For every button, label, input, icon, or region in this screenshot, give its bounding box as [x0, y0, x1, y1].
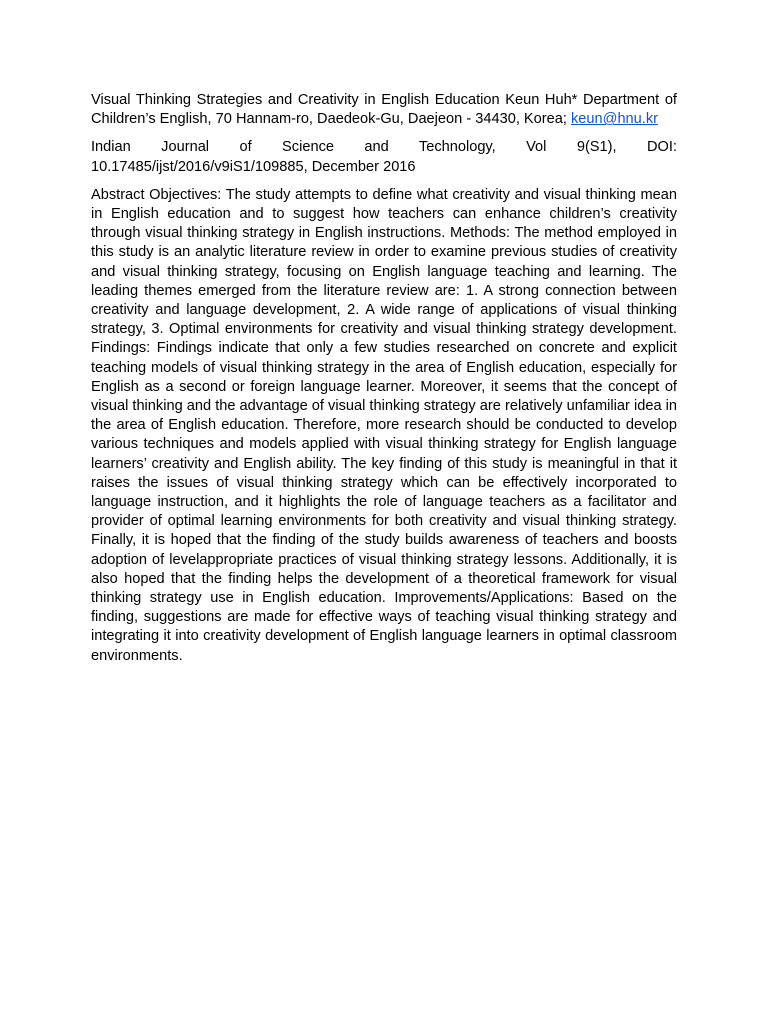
citation-line-1: Indian Journal of Science and Technology, Vol 9(S1), DOI: — [91, 139, 677, 156]
author-affiliation-paragraph — [91, 91, 677, 129]
title-affiliation-text: Visual Thinking Strategies and Creativity in English Education Keun Huh* Department of Children’s English, 70 Hannam-ro, Daedeok-Gu, Daejeon - 34430, Korea; — [91, 92, 677, 128]
email-link[interactable]: keun@hnu.kr — [570, 111, 659, 128]
citation-line-2: 10.17485/ijst/2016/v9iS1/109885, December 2016 — [91, 158, 416, 175]
document-page — [91, 91, 677, 675]
citation-paragraph — [91, 138, 677, 157]
citation-paragraph-continued — [91, 158, 677, 177]
abstract-text: Abstract Objectives: The study attempts to define what creativity and visual thinking mean in English education and to suggest how teachers can enhance children’s creativity through visual thinking strategy in English instructions. Methods: The method employed in this study is an analytic literature review in order to examine previous studies of creativity and visual thinking strategy, focusing on English language teaching and learning. The leading themes emerged from the literature review are: 1. A strong connection between creativity and language development, 2. A wide range of applications of visual thinking strategy, 3. Optimal environments for creativity and visual thinking strategy development. Findings: Findings indicate that only a few studies researched on concrete and explicit teaching models of visual thinking strategy in the area of English education, especially for English as a second or foreign language learner. Moreover, it seems that the concept of visual thinking and the advantage of visual thinking strategy are relatively unfamiliar idea in the area of English education. Therefore, more research should be conducted to develop various techniques and models applied with visual thinking strategy for English language learners’ creativity and English ability. The key finding of this study is meaningful in that it raises the issues of visual thinking strategy which can be effectively incorporated to language instruction, and it highlights the role of language teachers as a facilitator and provider of optimal learning environments for both creativity and visual thinking strategy. Finally, it is hoped that the finding of the study builds awareness of teachers and boosts adoption of levelappropriate practices of visual thinking strategy lessons. Additionally, it is also hoped that the finding helps the development of a theoretical framework for visual thinking strategy use in English education. Improvements/Applications: Based on the finding, suggestions are made for effective ways of teaching visual thinking strategy and integrating it into creativity development of English language learners in optimal classroom environments. — [91, 186, 677, 664]
abstract-paragraph — [91, 186, 677, 666]
